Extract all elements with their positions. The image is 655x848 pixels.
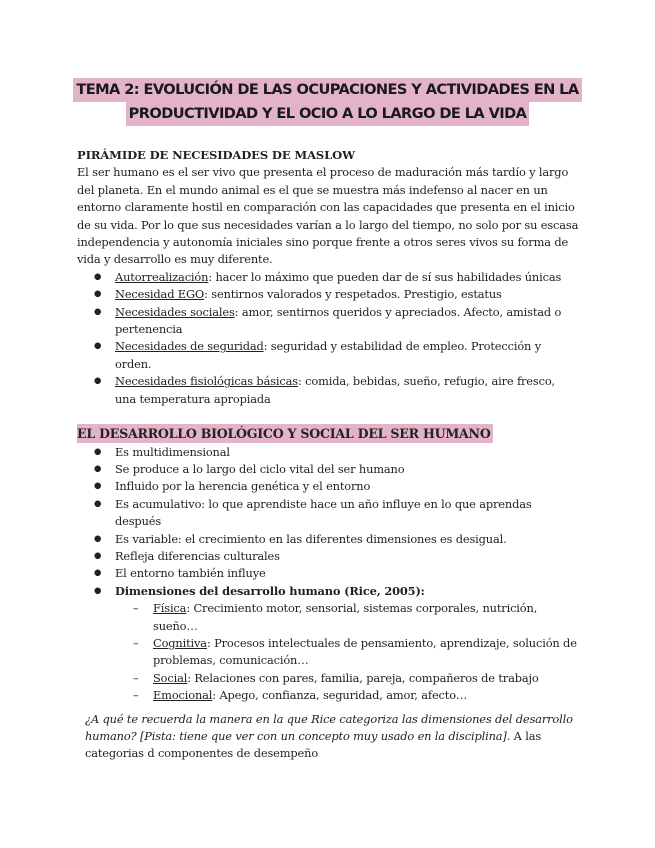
list-item: ● El entorno también influye xyxy=(77,565,579,582)
need-term: Necesidades sociales xyxy=(115,304,235,319)
list-item xyxy=(77,286,579,303)
dimensions-label: Dimensiones del desarrollo humano (Rice, 2005): xyxy=(115,583,425,598)
list-item: ● Se produce a lo largo del ciclo vital del ser humano xyxy=(77,461,579,478)
dimension-term: Social xyxy=(153,670,188,685)
need-term: Necesidades fisiológicas básicas xyxy=(115,374,298,389)
dimension-desc: : Procesos intelectuales de pensamiento, aprendizaje, solución de problemas, comunicación… xyxy=(153,635,577,668)
list-item xyxy=(77,269,579,286)
list-item xyxy=(115,600,579,635)
title-line-2: PRODUCTIVIDAD Y EL OCIO A LO LARGO DE LA VIDA xyxy=(126,102,530,126)
maslow-needs-list xyxy=(77,269,579,408)
dimension-desc: : Apego, confianza, seguridad, amor, afecto… xyxy=(212,688,468,703)
dimension-term: Cognitiva xyxy=(153,635,207,650)
dimension-term: Física xyxy=(153,601,187,616)
desarrollo-heading: EL DESARROLLO BIOLÓGICO Y SOCIAL DEL SER HUMANO xyxy=(77,426,491,442)
desarrollo-list xyxy=(77,444,579,705)
answer-text: A las categorias d componentes de desempeño xyxy=(85,729,542,761)
need-desc: : seguridad y estabilidad de empleo. Protección y orden. xyxy=(115,339,541,371)
list-item xyxy=(77,373,579,408)
list-item: ● Influido por la herencia genética y el entorno xyxy=(77,478,579,495)
reflection-question xyxy=(77,711,579,763)
list-item xyxy=(115,635,579,670)
list-item: ● Es acumulativo: lo que aprendiste hace un año influye en lo que aprendas después xyxy=(77,496,579,531)
list-item xyxy=(115,670,579,687)
document-body xyxy=(77,147,579,763)
need-desc: : hacer lo máximo que pueden dar de sí sus habilidades únicas xyxy=(208,269,562,284)
question-text: ¿A qué te recuerda la manera en la que Rice categoriza las dimensiones del desarrollo humano? [Pista: tiene que ver con un concepto muy usado en la disciplina]. xyxy=(85,711,573,743)
list-item xyxy=(77,338,579,373)
need-term: Necesidades de seguridad xyxy=(115,339,264,354)
list-item: ● Refleja diferencias culturales xyxy=(77,548,579,565)
title-line-1: TEMA 2: EVOLUCIÓN DE LAS OCUPACIONES Y ACTIVIDADES EN LA xyxy=(73,78,581,102)
list-item xyxy=(77,583,579,705)
document-title xyxy=(60,78,595,126)
need-term: Autorrealización xyxy=(115,269,209,284)
need-desc: : comida, bebidas, sueño, refugio, aire fresco, una temperatura apropiada xyxy=(115,374,555,406)
need-desc: : sentirnos valorados y respetados. Prestigio, estatus xyxy=(204,287,502,302)
list-item: ● Es multidimensional xyxy=(77,444,579,461)
dimension-desc: : Crecimiento motor, sensorial, sistemas corporales, nutrición, sueño… xyxy=(153,601,538,633)
dimensions-list xyxy=(115,600,579,704)
need-desc: : amor, sentirnos queridos y apreciados. Afecto, amistad o pertenencia xyxy=(115,304,562,337)
dimension-term: Emocional xyxy=(153,688,213,703)
dimension-desc: : Relaciones con pares, familia, pareja, compañeros de trabajo xyxy=(187,670,539,685)
list-item xyxy=(115,687,579,704)
list-item xyxy=(77,304,579,339)
need-term: Necesidad EGO xyxy=(115,287,205,302)
maslow-paragraph: El ser humano es el ser vivo que presenta el proceso de maduración más tardío y largo del planeta. En el mundo animal es el que se muestra más indefenso al nacer en un entorno claramente hostil en comparación con las capacidades que presenta en el inicio de su vida. Por lo que sus necesidades varían a lo largo del tiempo, no solo por su escasa independencia y autonomía iniciales sino porque frente a otros seres vivos su forma de vida y desarrollo es muy diferente. xyxy=(77,165,579,267)
maslow-heading: PIRÁMIDE DE NECESIDADES DE MASLOW xyxy=(77,148,355,162)
list-item: ● Es variable: el crecimiento en las diferentes dimensiones es desigual. xyxy=(77,531,579,548)
